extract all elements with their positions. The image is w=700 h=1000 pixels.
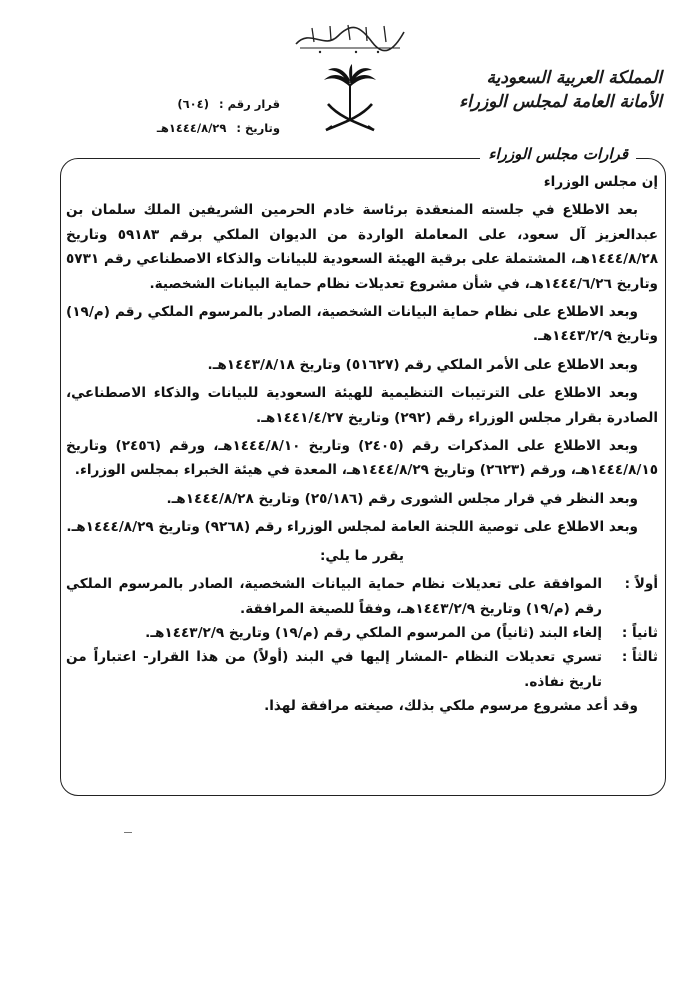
decision-date-row: [150, 116, 280, 140]
paragraph: وبعد الاطلاع على توصية اللجنة العامة لمجلس الوزراء رقم (٩٢٦٨) وتاريخ ١٤٤٤/٨/٢٩هـ.: [66, 519, 638, 536]
scan-mark: [124, 832, 132, 833]
item-label: ثانياً :: [621, 624, 658, 641]
decision-date: ١٤٤٤/٨/٢٩هـ: [156, 121, 227, 135]
decision-item: [66, 645, 658, 694]
secretariat-name: الأمانة العامة لمجلس الوزراء: [459, 92, 662, 112]
kingdom-header: [459, 66, 662, 114]
decision-number-row: [150, 92, 280, 116]
decision-meta: [150, 92, 280, 140]
decision-number: (٦٠٤): [177, 97, 209, 111]
decision-body: [66, 170, 658, 723]
item-text: الموافقة على تعديلات نظام حماية البيانات الشخصية، الصادر بالمرسوم الملكي رقم (م/١٩) وتاريخ ١٤٤٣/٢/٩هـ، وفقاً للصيغة المرافقة.: [66, 576, 602, 617]
paragraph: وبعد الاطلاع على الترتيبات التنظيمية للهيئة السعودية للبيانات والذكاء الاصطناعي، الصادرة بقرار مجلس الوزراء رقم (٢٩٢) وتاريخ ١٤٤١/٤/٢٧هـ.: [66, 385, 658, 426]
decision-item: [66, 572, 658, 621]
closing-line: وقد أعد مشروع مرسوم ملكي بذلك، صيغته مرافقة لهذا.: [264, 698, 638, 715]
saudi-emblem-icon: [322, 64, 378, 140]
item-text: تسري تعديلات النظام -المشار إليها في البند (أولاً) من هذا القرار- اعتباراً من تاريخ نفاذه.: [66, 649, 602, 690]
frame-title: قرارات مجلس الوزراء: [480, 142, 636, 166]
decision-number-label: قرار رقم :: [218, 97, 280, 111]
kingdom-name: المملكة العربية السعودية: [486, 68, 662, 88]
opening-line: إن مجلس الوزراء: [543, 174, 658, 190]
item-label: أولاً :: [624, 576, 658, 593]
basmala-calligraphy: [290, 20, 410, 56]
paragraph: وبعد النظر في قرار مجلس الشورى رقم (٢٥/١٨٦) وتاريخ ١٤٤٤/٨/٢٨هـ.: [166, 490, 638, 507]
paragraph: وبعد الاطلاع على المذكرات رقم (٢٤٠٥) وتاريخ ١٤٤٤/٨/١٠هـ، ورقم (٢٤٥٦) وتاريخ ١٤٤٤/٨/١٥هـ، ورقم (٢٦٢٣) وتاريخ ١٤٤٤/٨/٢٩هـ، المعدة في هيئة الخبراء بمجلس الوزراء.: [66, 438, 658, 479]
decision-item: [66, 621, 658, 645]
decides-heading: يقرر ما يلي:: [320, 547, 404, 564]
decision-date-label: وتاريخ :: [236, 121, 280, 135]
paragraph: وبعد الاطلاع على نظام حماية البيانات الشخصية، الصادر بالمرسوم الملكي رقم (م/١٩) وتاريخ ١٤٤٣/٢/٩هـ.: [66, 304, 658, 345]
item-label: ثالثاً :: [621, 649, 658, 666]
paragraph: وبعد الاطلاع على الأمر الملكي رقم (٥١٦٢٧) وتاريخ ١٤٤٣/٨/١٨هـ.: [207, 356, 638, 373]
paragraph: بعد الاطلاع في جلسته المنعقدة برئاسة خادم الحرمين الشريفين الملك سلمان بن عبدالعزيز آل سعود، على المعاملة الواردة من الديوان الملكي برقم ٥٩١٨٣ وتاريخ ١٤٤٤/٨/٢٨هـ، المشتملة على برقية الهيئة السعودية للبيانات والذكاء الاصطناعي رقم ٥٧٣١ وتاريخ ١٤٤٤/٦/٢٦هـ، في شأن مشروع تعديلات نظام حماية البيانات الشخصية.: [66, 202, 658, 292]
item-text: إلغاء البند (ثانياً) من المرسوم الملكي رقم (م/١٩) وتاريخ ١٤٤٣/٢/٩هـ.: [145, 624, 602, 641]
